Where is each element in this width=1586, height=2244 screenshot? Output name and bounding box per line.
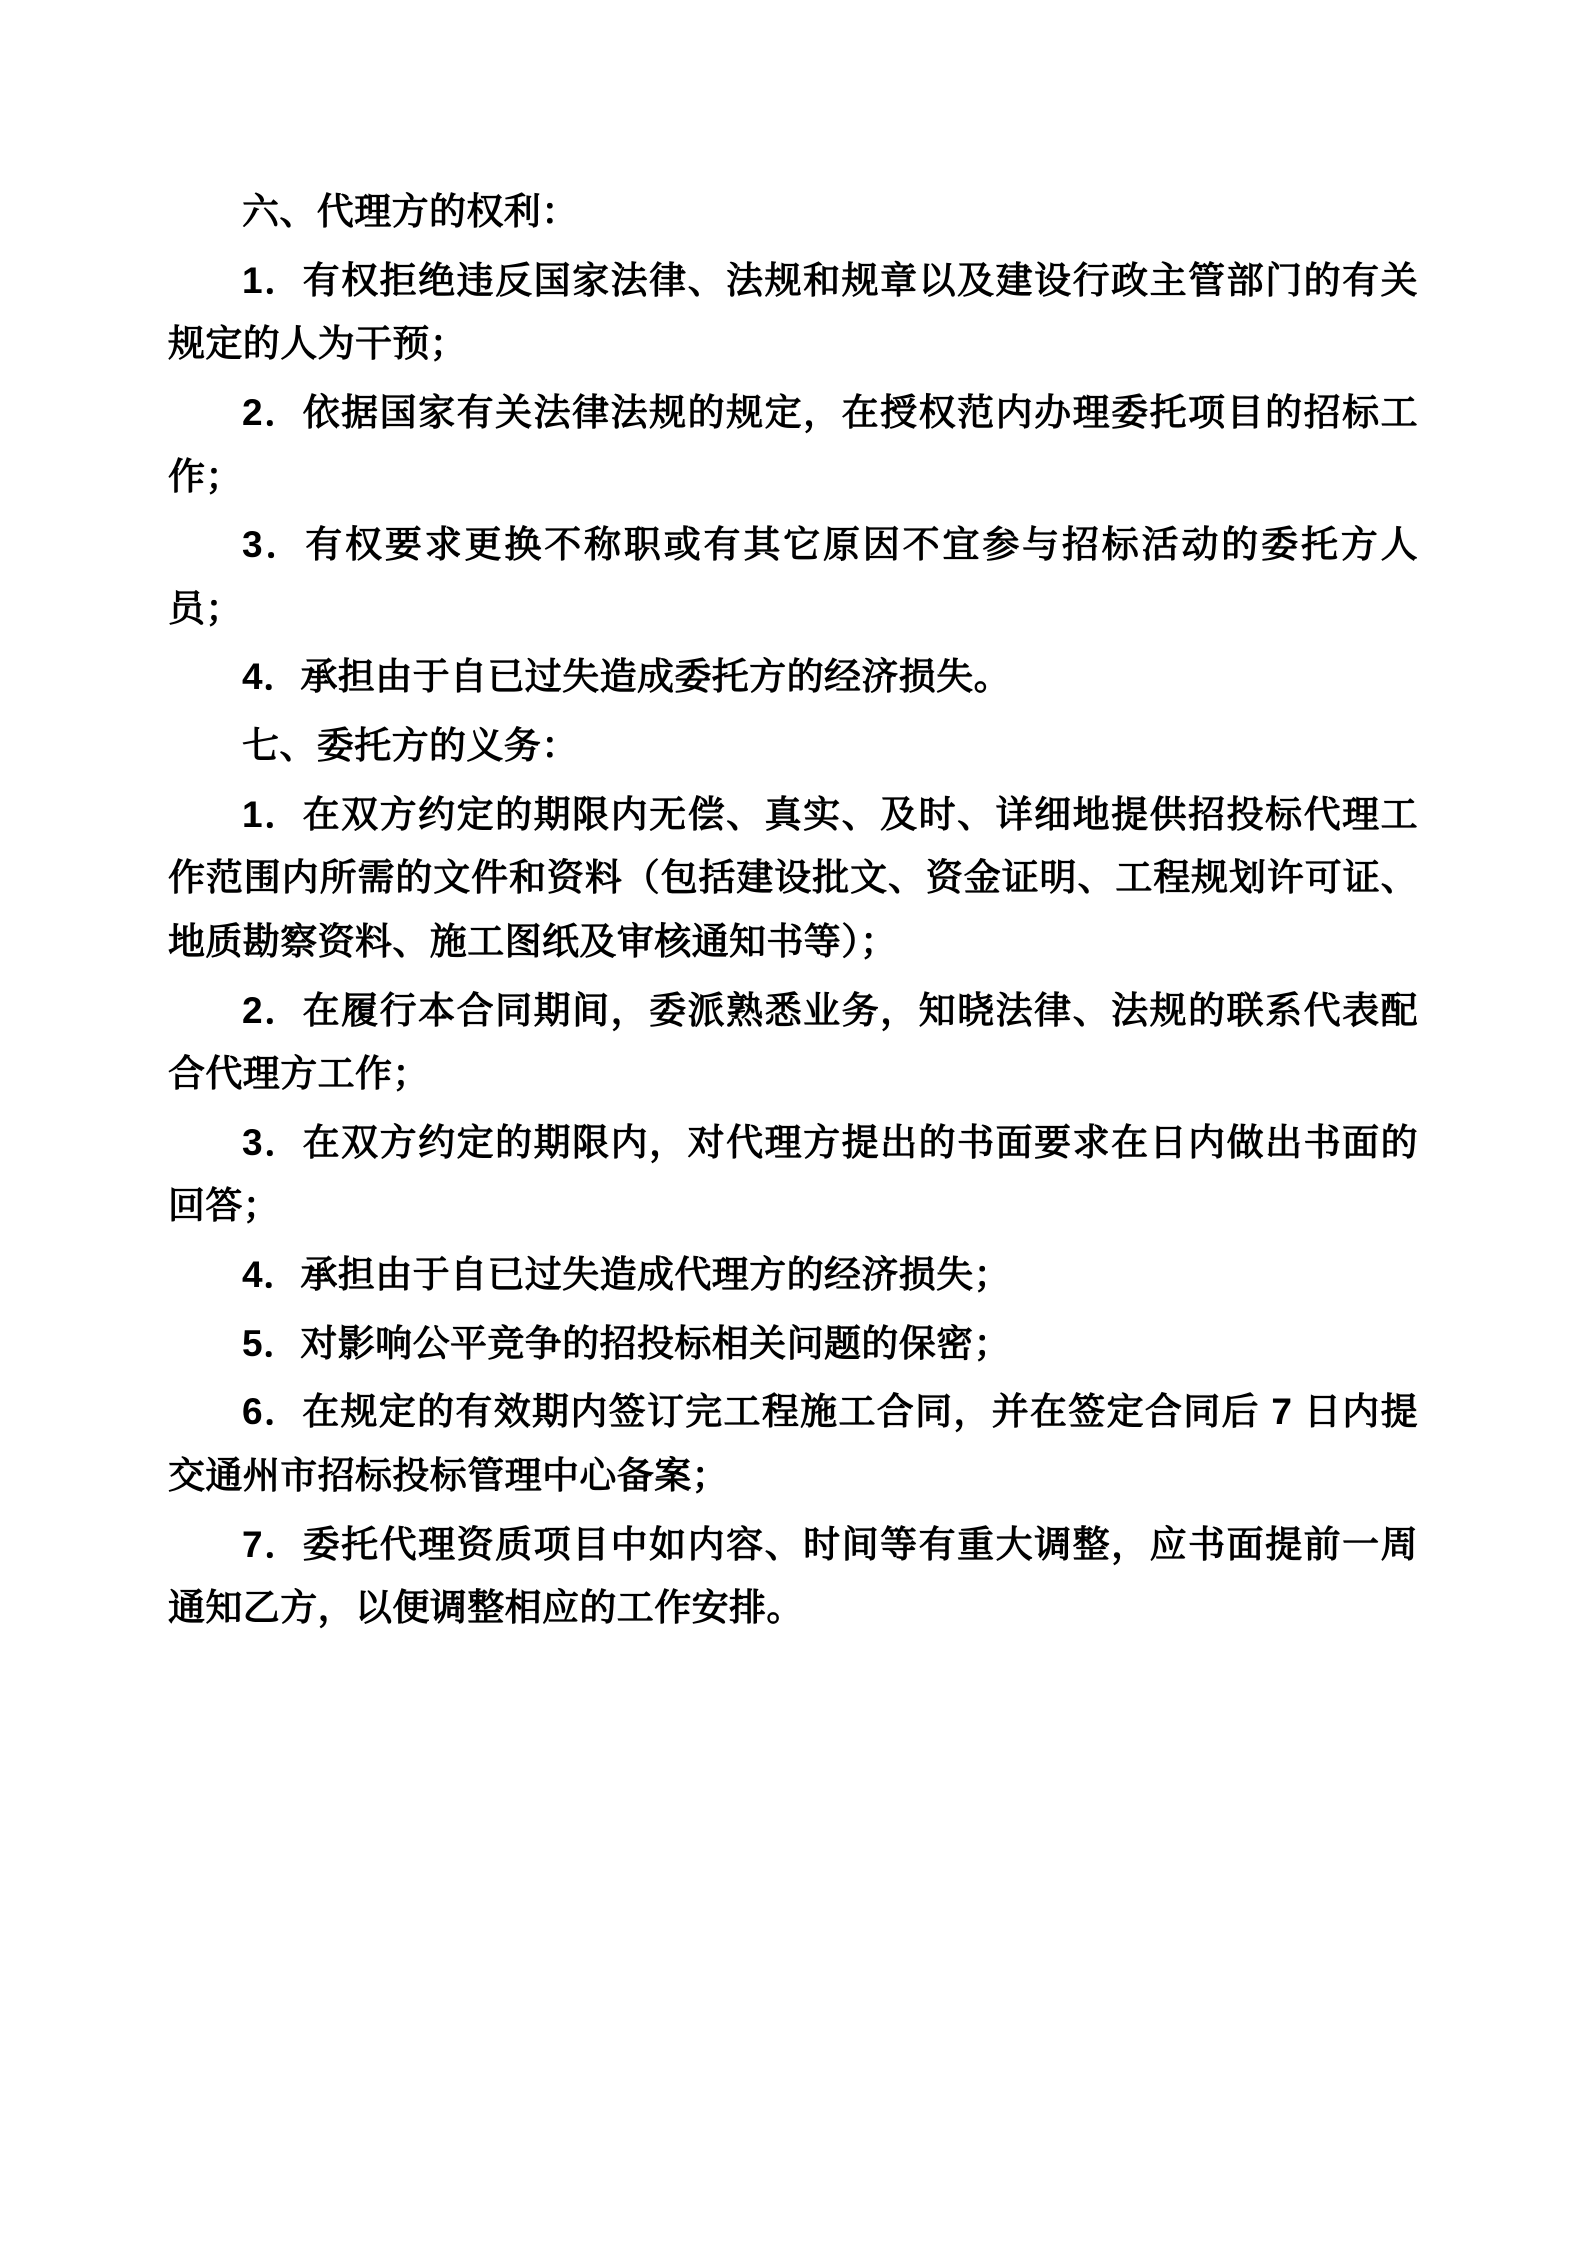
clause-6-4: 4．承担由于自已过失造成委托方的经济损失。 — [242, 656, 1011, 698]
document-body — [168, 180, 1418, 1640]
section-heading-six: 六、代理方的权利： — [242, 191, 579, 232]
clause-7-5: 5．对影响公平竞争的招投标相关问题的保密； — [242, 1322, 1011, 1364]
clause-7-3: 3．在双方约定的期限内，对代理方提出的书面要求在日内做出书面的回答； — [168, 1121, 1418, 1227]
clause-6-3: 3．有权要求更换不称职或有其它原因不宜参与招标活动的委托方人员； — [168, 524, 1418, 629]
section-heading-seven: 七、委托方的义务： — [242, 725, 579, 766]
clause-7-1: 1．在双方约定的期限内无偿、真实、及时、详细地提供招投标代理工作范围内所需的文件和资料（包括建设批文、资金证明、工程规划许可证、地质勘察资料、施工图纸及审核通知书等）； — [168, 793, 1418, 962]
clause-6-2: 2．依据国家有关法律法规的规定，在授权范内办理委托项目的招标工作； — [168, 391, 1418, 497]
clause-7-4: 4．承担由于自已过失造成代理方的经济损失； — [242, 1254, 1011, 1295]
clause-6-1: 1．有权拒绝违反国家法律、法规和规章以及建设行政主管部门的有关规定的人为干预； — [168, 259, 1418, 365]
clause-7-2: 2．在履行本合同期间，委派熟悉业务，知晓法律、法规的联系代表配合代理方工作； — [168, 989, 1418, 1095]
clause-7-6: 6．在规定的有效期内签订完工程施工合同，并在签定合同后 7 日内提交通州市招标投标管理中心备案； — [168, 1391, 1418, 1496]
clause-7-7: 7．委托代理资质项目中如内容、时间等有重大调整，应书面提前一周通知乙方，以便调整相应的工作安排。 — [168, 1523, 1418, 1629]
